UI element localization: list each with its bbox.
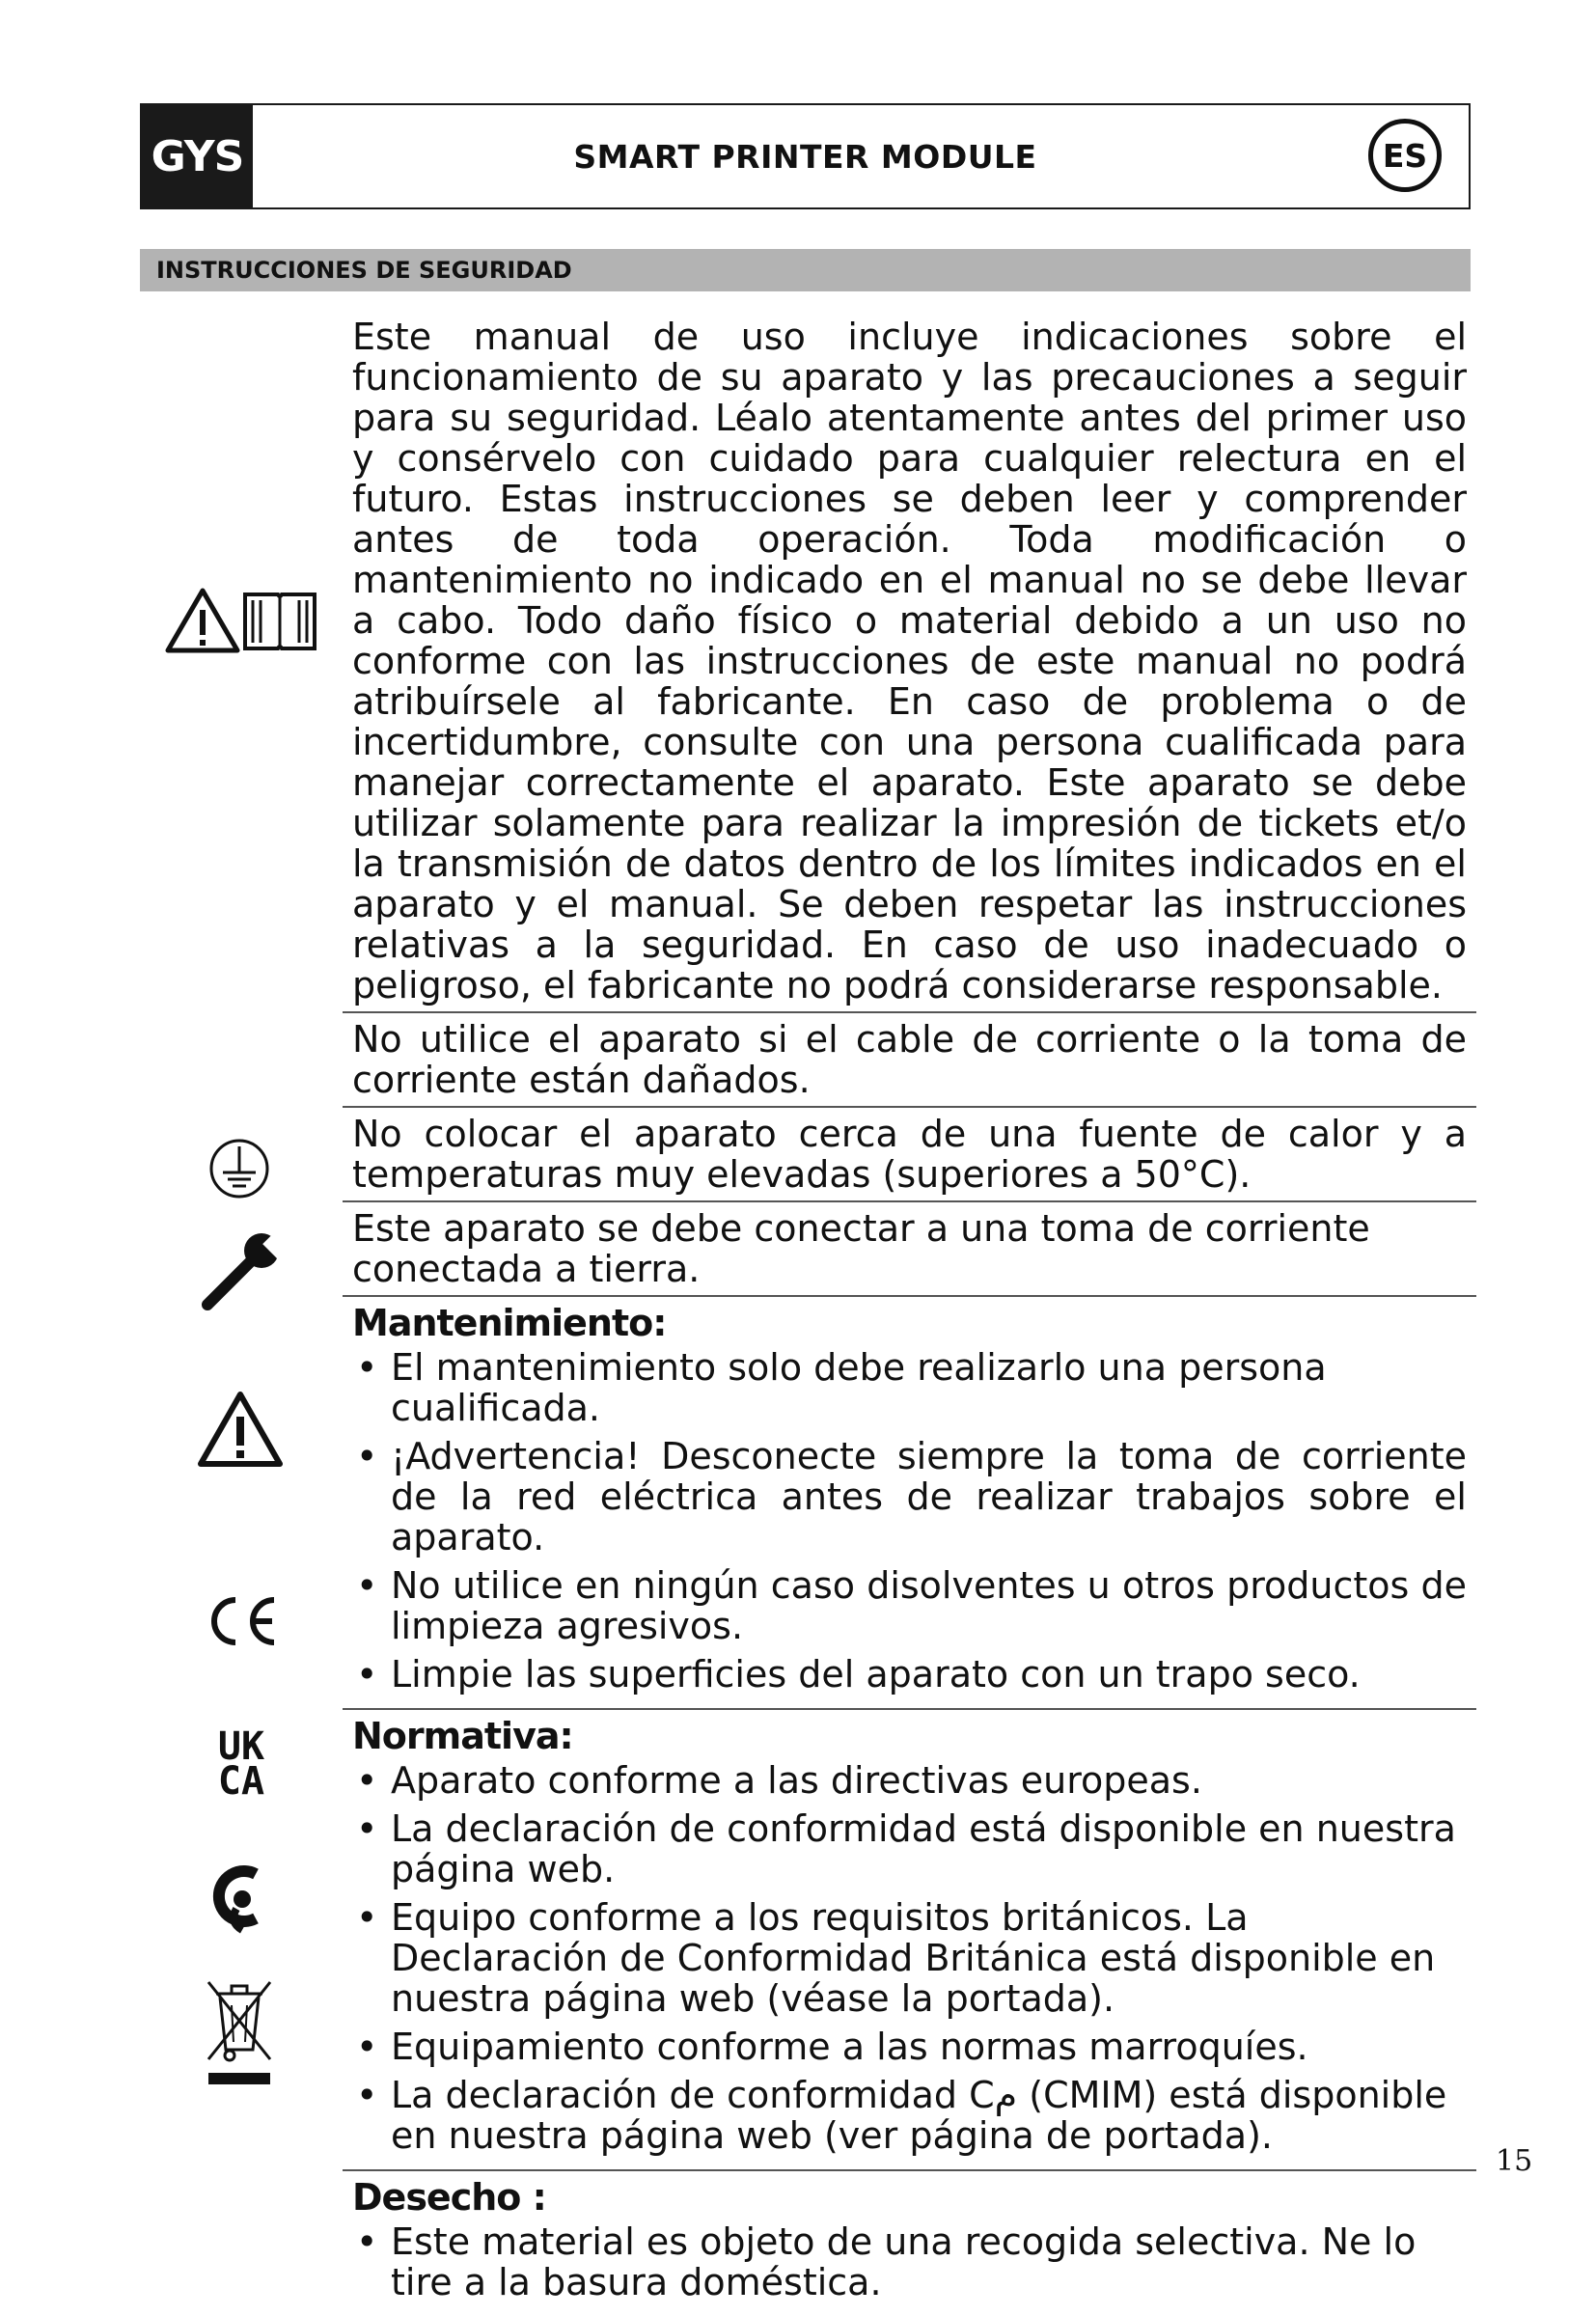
intro-text: Este manual de uso incluye indicaciones sobre el funcionamiento de su aparato y las precauciones a seguir para su seguridad. Léalo atentamente antes del primer uso y consérvelo con cuidado para cualquier relectura en el futuro. Estas instrucciones se deben leer y comprender antes de toda operación. Toda modificación o mantenimiento no indicado en el manual no se debe llevar a cabo. Todo daño físico o material debido a un uso no conforme con las instrucciones de este manual no podrá atribuírsele al fabricante. En caso de problema o de incertidumbre, consulte con una persona cualificada para manejar correctamente el aparato. Este aparato se debe utilizar solamente para realizar la impresión de tickets et/o la transmisión de datos dentro de los límites indicados en el aparato y el manual. Se deben respetar las instrucciones relativas a la seguridad. En caso de uso inadecuado o peligroso, el fabricante no podrá considerarse responsable. xyxy=(352,316,1467,1006)
language-badge: ES xyxy=(1368,119,1442,192)
standards-title: Normativa: xyxy=(352,1715,573,1757)
warning-icon xyxy=(196,1390,285,1469)
ground-icon xyxy=(207,1137,271,1200)
standards-list xyxy=(352,1760,1467,2156)
ukca-mark-top: UK xyxy=(217,1724,265,1769)
earth-text: Este aparato se debe conectar a una toma de corriente conectada a tierra. xyxy=(352,1207,1370,1290)
maintenance-title: Mantenimiento: xyxy=(352,1302,667,1344)
list-item: • La declaración de conformidad está disponible en nuestra página web. xyxy=(352,1808,1467,1889)
list-item: • No utilice en ningún caso disolventes u otros productos de limpieza agresivos. xyxy=(352,1565,1467,1646)
earth-block xyxy=(343,1202,1476,1297)
disposal-list xyxy=(352,2221,1467,2302)
maintenance-block xyxy=(343,1297,1476,1710)
ukca-mark-icon xyxy=(203,1724,280,1804)
cable-block xyxy=(343,1013,1476,1108)
document-header xyxy=(140,103,1471,209)
list-item: • Equipamiento conforme a las normas marroquíes. xyxy=(352,2026,1467,2067)
section-heading: INSTRUCCIONES DE SEGURIDAD xyxy=(140,249,1471,291)
disposal-block xyxy=(343,2171,1476,2316)
document-title: SMART PRINTER MODULE xyxy=(573,137,1037,176)
warning-manual-icon xyxy=(164,587,318,654)
list-item: • Equipo conforme a los requisitos británicos. La Declaración de Conformidad Británica está disponible en nuestra página web (véase la portada). xyxy=(352,1897,1467,2019)
list-item: • Limpie las superficies del aparato con un trapo seco. xyxy=(352,1654,1467,1695)
heat-text: No colocar el aparato cerca de una fuente de calor y a temperaturas muy elevadas (superiores a 50°C). xyxy=(352,1113,1467,1196)
list-item: • El mantenimiento solo debe realizarlo una persona cualificada. xyxy=(352,1347,1467,1428)
ukca-mark-bottom: CA xyxy=(217,1759,265,1804)
list-item: • Aparato conforme a las directivas europeas. xyxy=(352,1760,1467,1801)
list-item: • ¡Advertencia! Desconecte siempre la toma de corriente de la red eléctrica antes de realizar trabajos sobre el aparato. xyxy=(352,1436,1467,1558)
ce-mark-icon xyxy=(203,1594,280,1648)
cable-text: No utilice el aparato si el cable de corriente o la toma de corriente están dañados. xyxy=(352,1018,1467,1101)
intro-block xyxy=(343,311,1476,1013)
heat-block xyxy=(343,1108,1476,1202)
list-item: • La declaración de conformidad Cم (CMIM) está disponible en nuestra página web (ver página de portada). xyxy=(352,2075,1467,2156)
list-item: • Este material es objeto de una recogida selectiva. Ne lo tire a la basura doméstica. xyxy=(352,2221,1467,2302)
weee-bin-icon xyxy=(203,1976,276,2090)
disposal-title: Desecho : xyxy=(352,2176,546,2219)
brand-name: GYS xyxy=(151,131,244,181)
wrench-icon xyxy=(198,1227,285,1314)
gys-logo xyxy=(142,105,253,207)
maintenance-list xyxy=(352,1347,1467,1695)
safety-content xyxy=(343,311,1476,2316)
cmim-mark-icon xyxy=(207,1862,271,1936)
standards-block xyxy=(343,1710,1476,2171)
page-number: 15 xyxy=(1496,2144,1533,2178)
